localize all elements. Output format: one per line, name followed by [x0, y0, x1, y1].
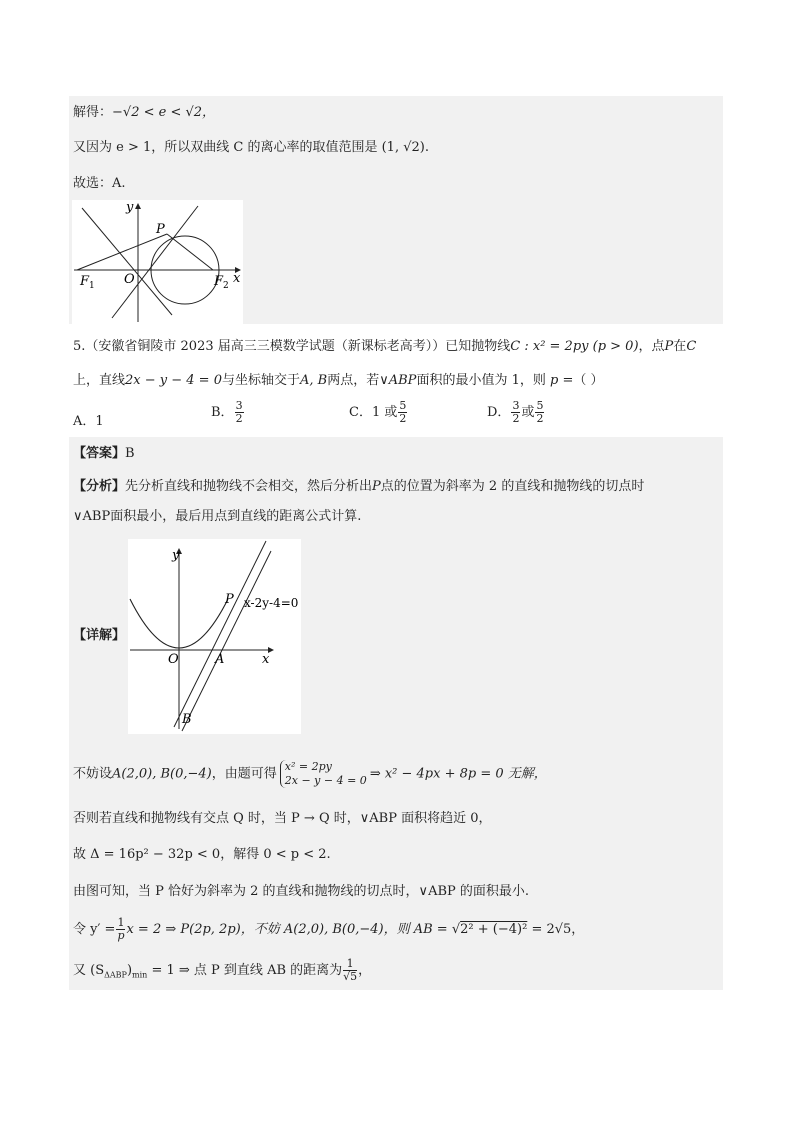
option-b: B． $\frac{3}{2}$ [211, 399, 243, 425]
because-line: 又因为 e > 1，所以双曲线 C 的离心率的取值范围是 (1, √2). [73, 140, 429, 155]
detail-label: 【详解】 [73, 628, 126, 643]
hyperbola-diagram [72, 200, 243, 324]
question-5-line1: 5.（安徽省铜陵市 2023 届高三三模数学试题（新课标老高考））已知抛物线C : x² = 2py (p > 0)，点P在C [73, 339, 697, 354]
solution-line-2: 否则若直线和抛物线有交点 Q 时，当 P → Q 时，∨ABP 面积将趋近 0， [73, 811, 492, 826]
focus-f2-label: $F_2$ [214, 274, 229, 291]
question-5-line2: 上，直线2x − y − 4 = 0与坐标轴交于A, B两点，若∨ABP面积的最小值为 1，则 p =（ ） [73, 373, 604, 388]
solution-line-1: 不妨设A(2,0), B(0,−4)，由题可得 x² = 2py 2x − y − 4 = 0 ⇒ x² − 4px + 8p = 0 无解， [73, 760, 547, 787]
origin-label: O [168, 652, 179, 667]
solve-line: 解得：−√2 < e < √2， [73, 105, 216, 120]
fraction: $\frac{5}{2}$ [399, 399, 407, 425]
fraction: $\frac{1}{√5}$ [343, 957, 358, 983]
fraction: $\frac{1}{p}$ [117, 916, 125, 942]
fraction: $\frac{3}{2}$ [235, 399, 243, 425]
option-c: C．1 或 $\frac{5}{2}$ [349, 399, 407, 425]
equation-system: x² = 2py 2x − y − 4 = 0 [280, 760, 367, 788]
option-d: D． $\frac{3}{2}$ 或 $\frac{5}{2}$ [487, 399, 544, 425]
parabola-diagram [128, 539, 301, 734]
solution-line-4: 由图可知，当 P 恰好为斜率为 2 的直线和抛物线的切点时，∨ABP 的面积最小. [73, 884, 530, 899]
option-a: A．1 [73, 414, 104, 429]
point-b-label: B [182, 712, 192, 727]
analysis-line1: 【分析】先分析直线和抛物线不会相交，然后分析出P点的位置为斜率为 2 的直线和抛物线的切点时 [73, 479, 645, 494]
parabola-figure [128, 539, 301, 734]
y-axis-label: y [172, 548, 180, 563]
hyperbola-figure [72, 200, 243, 324]
point-a-label: A [215, 652, 225, 667]
solution-line-5: 令 y′ = $\frac{1}{p}$ x = 2 ⇒ P(2p, 2p)，不妨 A(2,0), B(0,−4)，则 AB = √2² + (−4)² = 2√5， [73, 916, 585, 942]
origin-label: O [124, 272, 135, 287]
focus-f1-label: $F_1$ [80, 274, 95, 291]
solution-line-3: 故 Δ = 16p² − 32p < 0，解得 0 < p < 2. [73, 847, 331, 862]
line-equation-label: x-2y-4=0 [244, 596, 299, 610]
point-p-label: P [156, 222, 165, 237]
y-axis-label: y [126, 200, 134, 215]
fraction: $\frac{3}{2}$ [512, 399, 520, 425]
solution-line-6: 又 $(S_{\Delta ABP})_{min} = 1$ ⇒ 点 P 到直线 AB 的距离为 $\frac{1}{√5}$ ， [73, 957, 372, 983]
choose-line: 故选：A. [73, 176, 126, 191]
analysis-line2: ∨ABP面积最小，最后用点到直线的距离公式计算. [73, 509, 362, 524]
x-axis-label: x [262, 652, 270, 667]
x-axis-label: x [233, 271, 241, 286]
point-p-label: P [225, 592, 234, 607]
answer-line: 【答案】B [73, 446, 135, 461]
fraction: $\frac{5}{2}$ [536, 399, 544, 425]
